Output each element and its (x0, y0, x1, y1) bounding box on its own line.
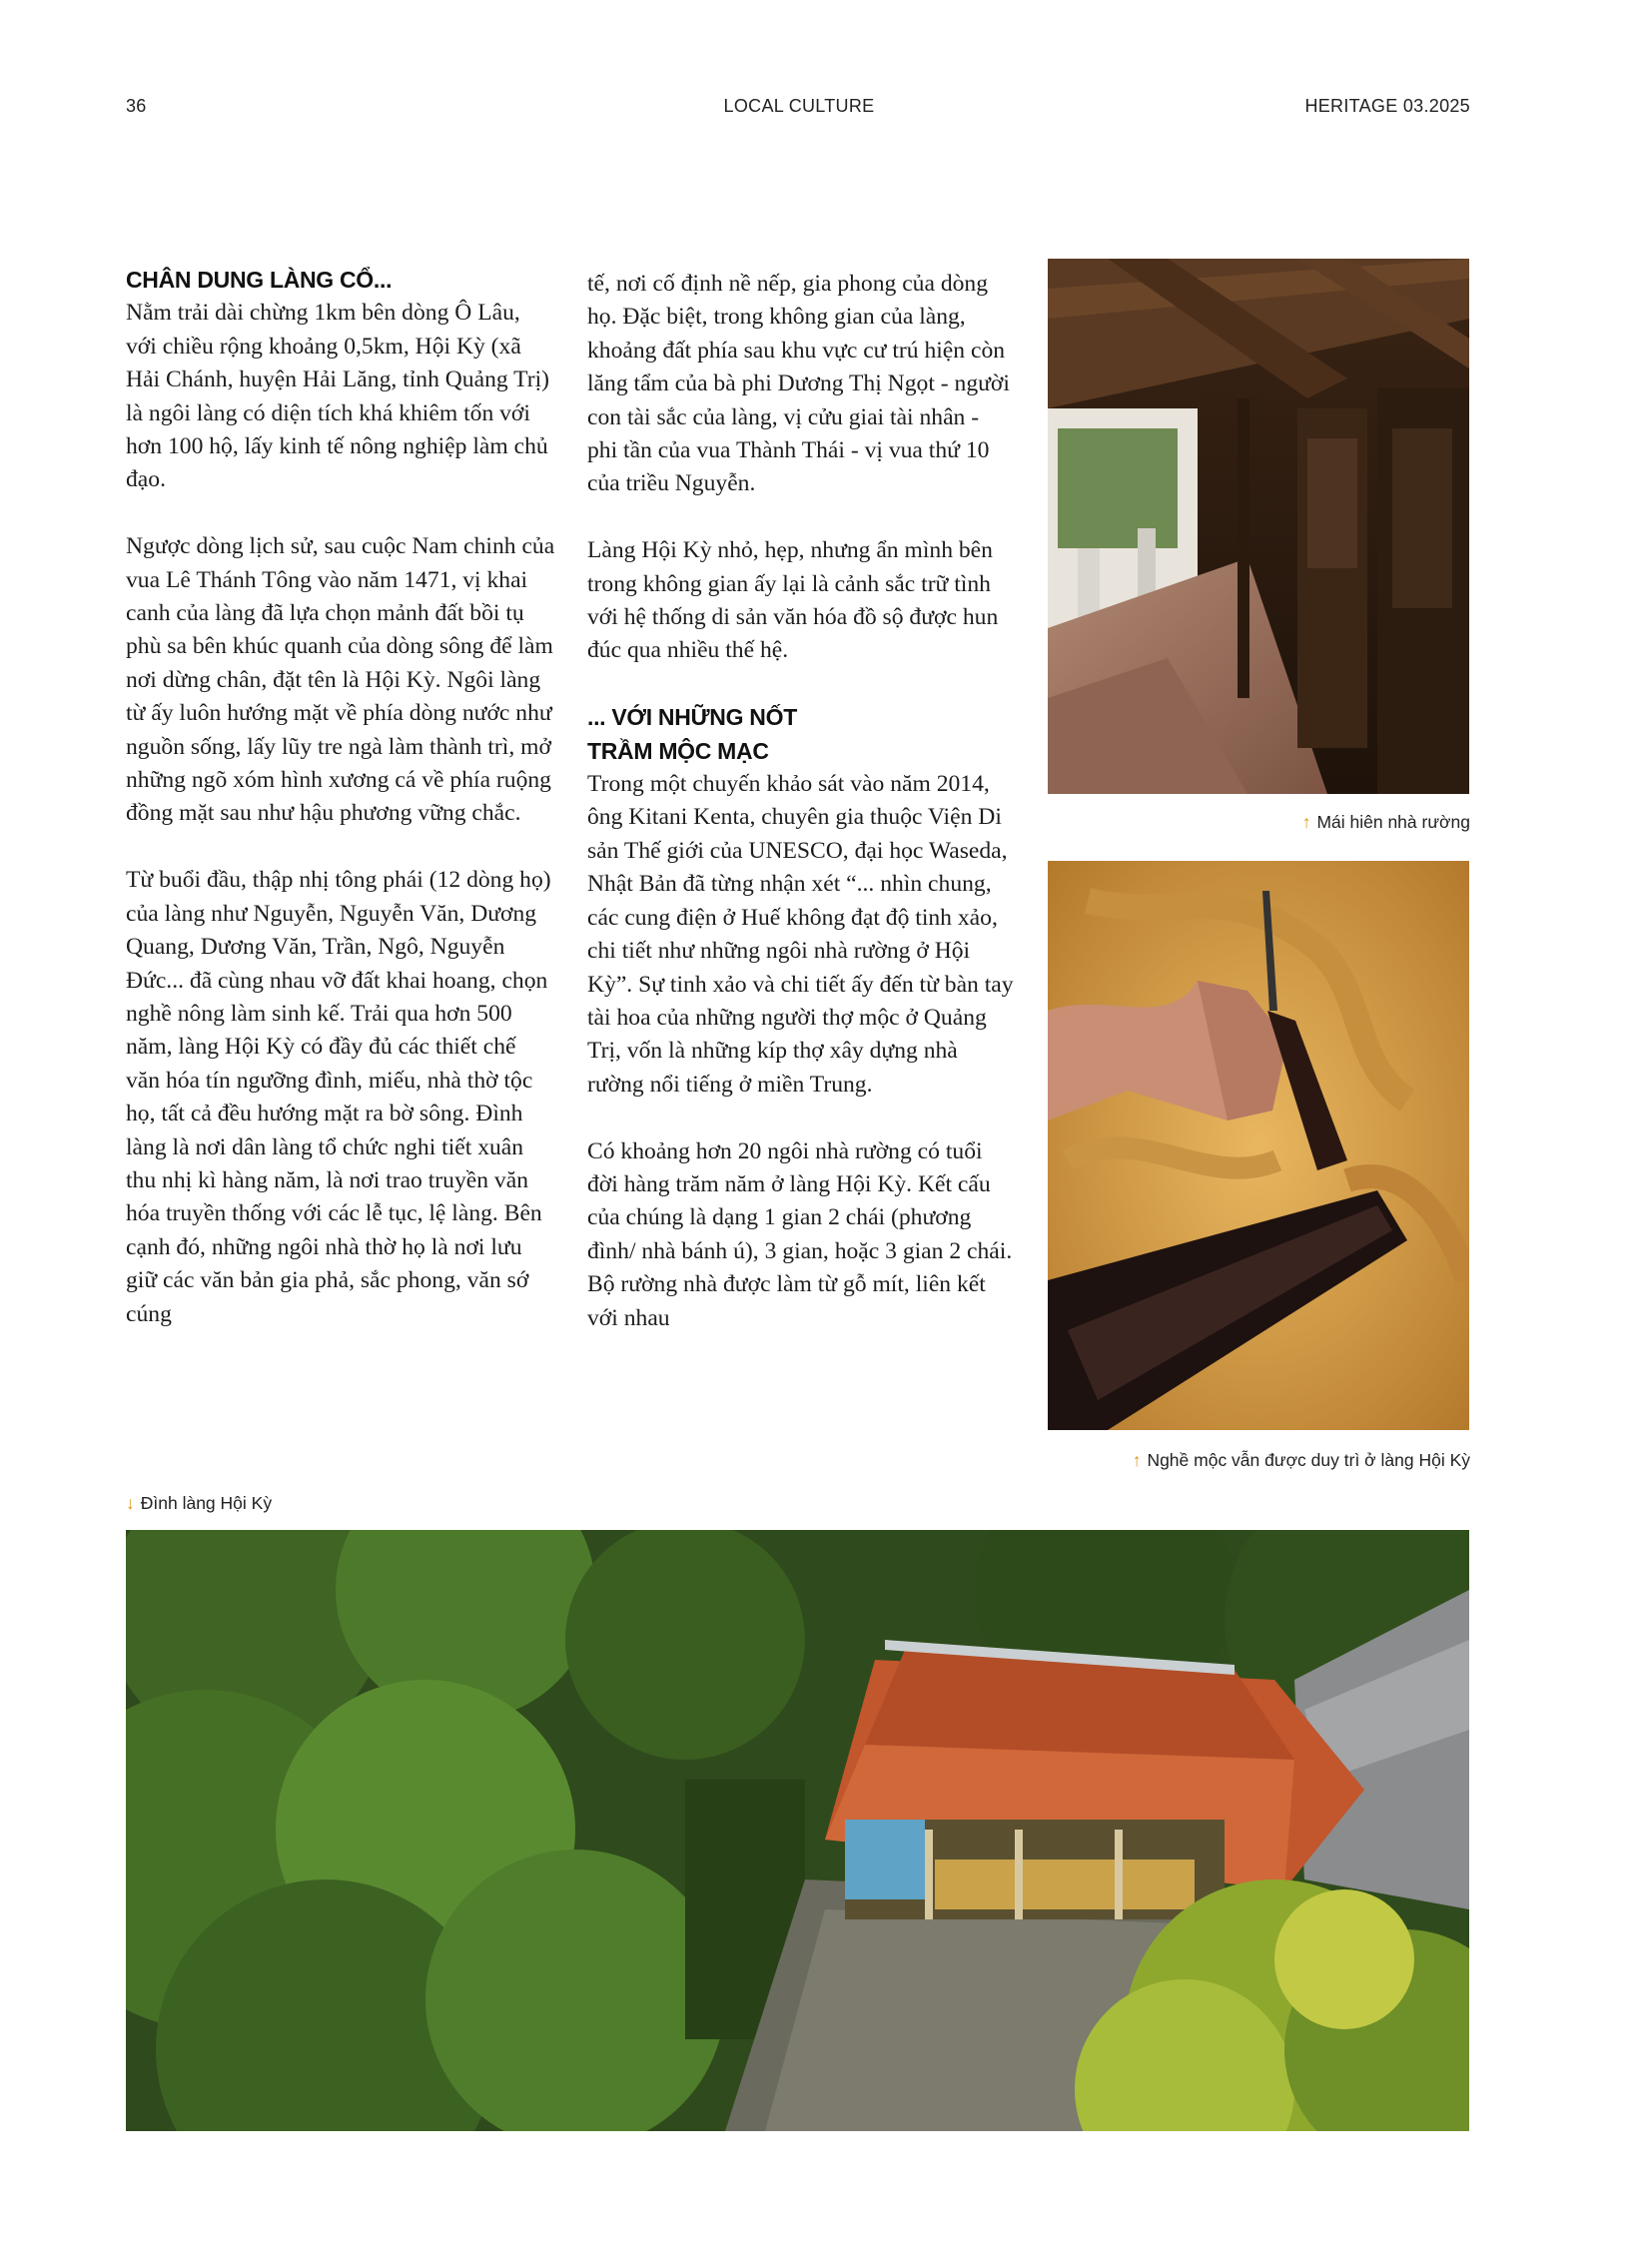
paragraph: Làng Hội Kỳ nhỏ, hẹp, nhưng ẩn mình bên trong không gian ấy lại là cảnh sắc trữ tình với hệ thống di sản văn hóa đồ sộ được hun đúc qua nhiều thế hệ. (587, 537, 999, 664)
article-column-1 (126, 264, 555, 1364)
caption-text: Nghề mộc vẫn được duy trì ở làng Hội Kỳ (1147, 1450, 1470, 1470)
paragraph: tế, nơi cố định nề nếp, gia phong của dòng họ. Đặc biệt, trong không gian của làng, khoảng đất phía sau khu vực cư trú hiện còn lăng tẩm của bà phi Dương Thị Ngọt - người con tài sắc của làng, vị cửu giai tài nhân - phi tần của vua Thành Thái - vị vua thứ 10 của triều Nguyễn. (587, 271, 1010, 497)
caption-text: Đình làng Hội Kỳ (140, 1493, 273, 1513)
photo-caption (1133, 1450, 1470, 1471)
page-number: 36 (126, 96, 147, 116)
arrow-up-icon: ↑ (1132, 1450, 1142, 1470)
photo-caption (126, 1493, 272, 1514)
arrow-up-icon: ↑ (1301, 812, 1311, 832)
section-heading-1: CHÂN DUNG LÀNG CỔ... (126, 267, 393, 293)
arrow-down-icon: ↓ (126, 1493, 135, 1513)
heading-line: ... VỚI NHỮNG NỐT (587, 704, 797, 731)
article-column-2 (587, 268, 1015, 1368)
issue-label: HERITAGE 03.2025 (1304, 96, 1470, 116)
paragraph: Ngược dòng lịch sử, sau cuộc Nam chinh của vua Lê Thánh Tông vào năm 1471, vị khai canh của làng đã lựa chọn mảnh đất bồi tụ phù sa bên khúc quanh của dòng sông để làm nơi dừng chân, đặt tên là Hội Kỳ. Ngôi làng từ ấy luôn hướng mặt về phía dòng nước như nguồn sống, lấy lũy tre ngà làm thành trì, mở những ngõ xóm hình xương cá về phía ruộng đồng mặt sau như hậu phương vững chắc. (126, 533, 555, 827)
caption-text: Mái hiên nhà rường (1316, 812, 1470, 832)
photo-wood-carving (1048, 861, 1469, 1430)
section-title: LOCAL CULTURE (723, 96, 875, 116)
paragraph: Có khoảng hơn 20 ngôi nhà rường có tuổi đời hàng trăm năm ở làng Hội Kỳ. Kết cấu của chúng là dạng 1 gian 2 chái (phương đình/ nhà bánh ú), 3 gian, hoặc 3 gian 2 chái. Bộ rường nhà được làm từ gỗ mít, liên kết với nhau (587, 1137, 1013, 1331)
photo-caption (1302, 812, 1470, 833)
photo-veranda (1048, 259, 1469, 794)
photo-communal-house (126, 1530, 1469, 2131)
heading-line: TRẦM MỘC MẠC (587, 737, 769, 764)
paragraph: Nằm trải dài chừng 1km bên dòng Ô Lâu, với chiều rộng khoảng 0,5km, Hội Kỳ (xã Hải Chánh, huyện Hải Lăng, tỉnh Quảng Trị) là ngôi làng có diện tích khá khiêm tốn với hơn 100 hộ, lấy kinh tế nông nghiệp làm chủ đạo. (126, 300, 549, 493)
paragraph: Từ buổi đầu, thập nhị tông phái (12 dòng họ) của làng như Nguyễn, Nguyễn Văn, Dương Quang, Dương Văn, Trần, Ngô, Nguyễn Đức... đã cùng nhau vỡ đất khai hoang, chọn nghề nông làm sinh kế. Trải qua hơn 500 năm, làng Hội Kỳ có đầy đủ các thiết chế văn hóa tín ngưỡng đình, miếu, nhà thờ tộc họ, tất cả đều hướng mặt ra bờ sông. Đình làng là nơi dân làng tổ chức nghi tiết xuân thu nhị kì hàng năm, là nơi trao truyền văn hóa truyền thống với các lễ tục, lệ làng. Bên cạnh đó, những ngôi nhà thờ họ là nơi lưu giữ các văn bản gia phả, sắc phong, văn sớ cúng (126, 867, 551, 1327)
section-heading-2 (587, 701, 1015, 768)
paragraph: Trong một chuyến khảo sát vào năm 2014, ông Kitani Kenta, chuyên gia thuộc Viện Di sản Thế giới của UNESCO, đại học Waseda, Nhật Bản đã từng nhận xét “... nhìn chung, các cung điện ở Huế không đạt độ tinh xảo, chi tiết như những ngôi nhà rường ở Hội Kỳ”. Sự tinh xảo và chi tiết ấy đến từ bàn tay tài hoa của những người thợ mộc ở Quảng Trị, vốn là những kíp thợ xây dựng nhà rường nổi tiếng ở miền Trung. (587, 771, 1014, 1098)
